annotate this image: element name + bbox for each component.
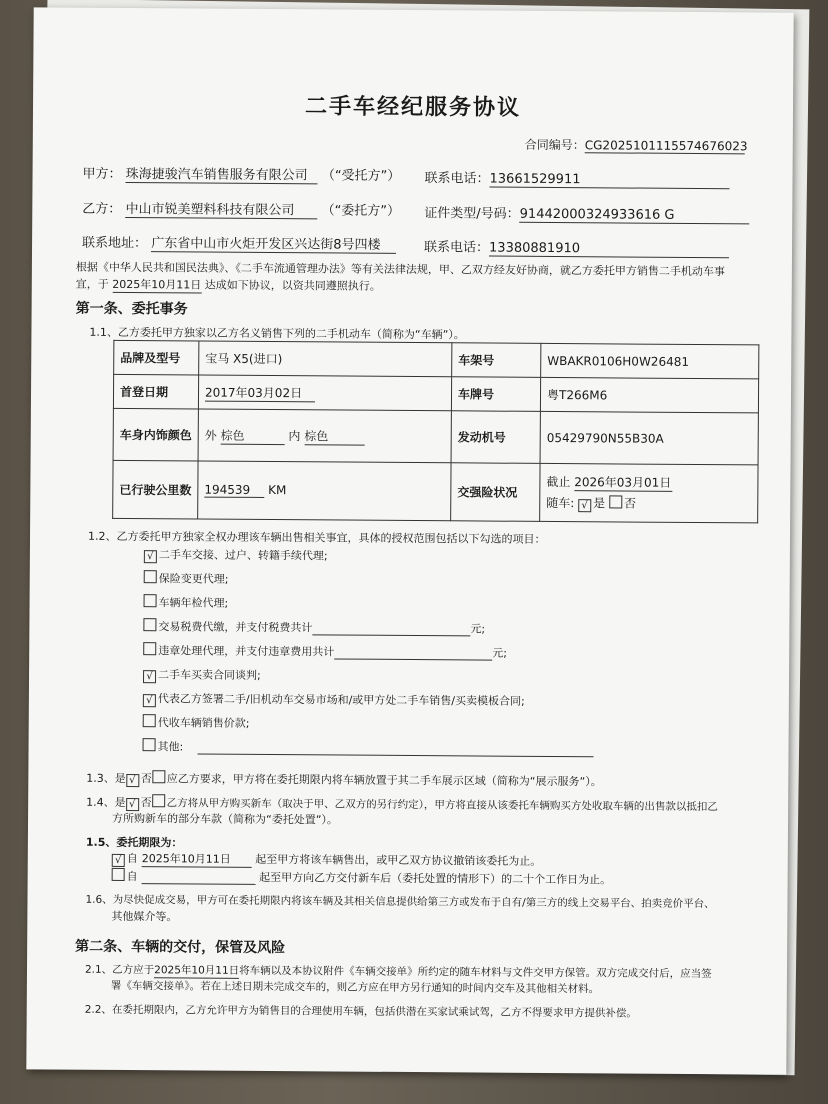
- reg-date-value: 2017年03月02日: [205, 383, 315, 402]
- party-a-phone-row: [424, 167, 729, 189]
- option-checkbox[interactable]: √: [144, 550, 157, 563]
- clause-1-4-line-2: 方所购新车的部分车款（简称为“委托处置”）。: [112, 811, 339, 827]
- term-option-1-from: 自: [126, 852, 138, 866]
- option-item-4: [143, 642, 507, 661]
- party-b-id-row: [424, 202, 750, 224]
- clause-1-3: [86, 770, 602, 791]
- option-suffix: 元;: [492, 646, 507, 660]
- option-checkbox[interactable]: √: [143, 694, 156, 707]
- option-item-5: [143, 666, 261, 684]
- clause-1-3-no-label: 否: [140, 772, 152, 786]
- other-blank[interactable]: [197, 741, 593, 758]
- contract-number-label: 合同编号：: [524, 137, 585, 153]
- option-suffix: 元;: [470, 622, 486, 636]
- brand-value: 宝马 X5(进口): [199, 341, 452, 377]
- reg-date-cell: [198, 375, 451, 411]
- clause-2-2: 2.2、在委托期限内，乙方允许甲方为销售目的合理使用车辆，包括供潜在买家试乘试驾，乙方不得要求甲方提供补偿。: [84, 1003, 637, 1020]
- preamble-prefix: 宜，于: [75, 277, 109, 291]
- interior-label: 内: [288, 428, 301, 443]
- party-b-id: 91442000324933616 G: [520, 207, 750, 225]
- term-option-2-text: 起至甲方向乙方交付新车后（委托处置的情形下）的二十个工作日为止。: [259, 870, 612, 887]
- clause-1-4-text: 乙方将从甲方购买新车（取决于甲、乙双方的另行约定），甲方将直接从该委托车辆购买方处收取车辆的出售款以抵扣乙: [166, 797, 718, 814]
- no-label: 否: [623, 496, 637, 511]
- clause-1-3-no-checkbox[interactable]: [152, 770, 165, 783]
- party-a-name: 珠海捷骏汽车销售服务有限公司: [126, 163, 318, 184]
- party-b-row: [82, 198, 400, 220]
- clause-1-1: 1.1、乙方委托甲方独家以乙方名义销售下列的二手机动车（简称为“车辆”）。: [89, 325, 465, 342]
- preamble-date: 2025年10月11日: [112, 277, 202, 292]
- violation-amount-blank[interactable]: [334, 645, 492, 660]
- term-option-1-text: 起至甲方将该车辆售出，或甲乙双方协议撤销该委托为止。: [255, 852, 542, 868]
- option-label: 代表乙方签署二手/旧机动车交易市场和/或甲方处二手车销售/买卖模板合同;: [157, 692, 525, 708]
- option-label: 其他:: [157, 740, 184, 754]
- mileage-label: 已行驶公里数: [113, 460, 198, 519]
- table-row: [113, 408, 758, 465]
- term-option-2: [112, 868, 612, 887]
- party-a-label: 甲方：: [82, 166, 122, 182]
- term-option-1-checkbox[interactable]: √: [112, 854, 125, 867]
- term-option-2-checkbox[interactable]: [112, 868, 125, 881]
- option-label: 车辆年检代理;: [158, 596, 229, 610]
- party-b-name: 中山市锐美塑料科技有限公司: [125, 198, 317, 219]
- party-b-phone-label: 联系电话：: [423, 240, 490, 256]
- party-a-phone-label: 联系电话：: [424, 171, 490, 187]
- insurance-label: 交强险状况: [451, 463, 540, 522]
- reg-date-label: 首登日期: [113, 374, 198, 409]
- color-cell: [198, 409, 451, 463]
- clause-1-4-yes-checkbox[interactable]: √: [126, 798, 139, 811]
- preamble-line-2: [76, 276, 381, 295]
- option-label: 违章处理代理，并支付违章费用共计: [158, 644, 335, 659]
- party-b-address-row: [82, 232, 396, 254]
- clause-1-4-no-checkbox[interactable]: [152, 794, 165, 807]
- plate-value: 粤T266M6: [540, 377, 758, 413]
- party-a-phone: 13661529911: [489, 172, 729, 190]
- clause-1-5-title: 1.5、委托期限为：: [85, 835, 183, 850]
- party-b-phone-row: [424, 236, 729, 258]
- no-checkbox[interactable]: [609, 495, 622, 508]
- interior-color: 棕色: [304, 427, 364, 445]
- party-a-role: （“受托方”）: [321, 168, 401, 184]
- term-option-2-blank[interactable]: [142, 870, 256, 885]
- option-checkbox[interactable]: [143, 618, 156, 631]
- plate-label: 车牌号: [451, 377, 540, 412]
- term-start-date: 2025年10月11日: [142, 850, 252, 868]
- vehicle-table: [112, 340, 759, 524]
- tax-amount-blank[interactable]: [312, 621, 470, 636]
- party-b-role: （“委托方”）: [321, 203, 401, 219]
- clause-1-6: 1.6、为尽快促成交易，甲方可在委托期限内将该车辆及其相关信息提供给第三方或发布于自有/第三方的线上交易平台、拍卖竞价平台、: [85, 893, 715, 911]
- mileage-value: 194539: [204, 483, 264, 498]
- engine-value: 05429790N55B30A: [540, 411, 758, 465]
- clause-2-1-prefix: 2.1、乙方应于: [84, 963, 155, 977]
- term-option-1: [112, 850, 542, 870]
- with-car-row: [546, 494, 751, 513]
- table-row: [114, 340, 759, 379]
- mileage-unit: KM: [268, 483, 287, 498]
- insurance-until-label: 截止: [546, 474, 571, 490]
- option-checkbox[interactable]: [143, 738, 156, 751]
- clause-2-1-text: 将车辆以及本协议附件《车辆交接单》所约定的随车材料与文件交甲方保管。双方完成交付后，应当签: [239, 964, 712, 981]
- exterior-label: 外: [204, 428, 217, 443]
- party-b-phone: 13380881910: [489, 241, 729, 259]
- option-item-1: [144, 570, 229, 587]
- brand-label: 品牌及型号: [114, 340, 199, 375]
- with-car-label: 随车:: [546, 495, 575, 511]
- color-label: 车身内饰颜色: [113, 408, 198, 461]
- option-checkbox[interactable]: [144, 570, 157, 583]
- clause-2-1-line-2: 署《车辆交接单》。若在上述日期未完成交车的，则乙方应在甲方另行通知的时间内交车及其他相关材料。: [110, 979, 600, 996]
- option-item-6: [143, 690, 525, 710]
- option-item-3: [143, 618, 485, 636]
- table-row: [113, 374, 758, 413]
- insurance-cell: [540, 463, 758, 523]
- contract-number-value: CG20251011155746760​23: [584, 138, 748, 154]
- option-label: 交易税费代缴，并支付税费共计: [158, 620, 313, 635]
- contract-number: [524, 136, 748, 155]
- clause-1-4-yes-label: 1.4、是: [86, 795, 126, 810]
- mileage-cell: [198, 461, 451, 521]
- option-label: 二手车买卖合同谈判;: [158, 668, 261, 682]
- vin-value: WBAKR0106H0W26481: [541, 343, 759, 379]
- option-item-0: [144, 546, 328, 564]
- clause-1-6-line-2: 其他媒介等。: [111, 909, 178, 924]
- party-b-address-label: 联系地址：: [82, 235, 148, 252]
- engine-label: 发动机号: [451, 411, 540, 464]
- vin-label: 车架号: [452, 343, 541, 378]
- option-item-2: [144, 594, 229, 611]
- yes-checkbox[interactable]: √: [578, 499, 591, 512]
- yes-label: 是: [593, 496, 606, 511]
- term-option-2-from: 自: [126, 870, 138, 884]
- option-item-7: [143, 714, 250, 731]
- clause-1-4-no-label: 否: [140, 796, 152, 810]
- option-checkbox[interactable]: [144, 594, 157, 607]
- option-label: 代收车辆销售价款;: [157, 716, 250, 730]
- clause-1-3-text: 应乙方要求，甲方将在委托期限内将车辆放置于其二手车展示区域（简称为“展示服务”）。: [166, 772, 602, 789]
- clause-1-3-yes-checkbox[interactable]: √: [126, 774, 139, 787]
- party-b-address: 广东省中山市火炬开发区兴达街8号四楼: [151, 232, 396, 254]
- clause-1-2: 1.2、乙方委托甲方独家全权办理该车辆出售相关事宜，具体的授权范围包括以下勾选的项目：: [87, 529, 546, 546]
- section-1-title: 第一条、委托事务: [75, 300, 188, 318]
- party-a-row: [82, 163, 400, 185]
- section-2-title: 第二条、车辆的交付，保管及风险: [75, 938, 286, 957]
- option-checkbox[interactable]: [143, 714, 156, 727]
- option-checkbox[interactable]: √: [143, 670, 156, 683]
- table-row: [113, 460, 758, 523]
- exterior-color: 棕色: [221, 426, 285, 444]
- preamble-line-1: 根据《中华人民共和国民法典》、《二手车流通管理办法》等有关法律法规，甲、乙双方经友好协商，就乙方委托甲方销售二手机动车事: [75, 260, 725, 279]
- party-b-id-label: 证件类型/号码：: [424, 206, 520, 222]
- option-item-8: [143, 738, 594, 757]
- preamble-suffix: 达成如下协议，以资共同遵照执行。: [204, 278, 381, 293]
- document-title: 二手车经纪服务协议: [304, 94, 522, 121]
- clause-1-3-yes-label: 1.3、是: [86, 771, 126, 786]
- clause-2-1-date: 2025年10月11日: [154, 964, 240, 977]
- insurance-until-date: 2026年03月01日: [574, 473, 672, 492]
- insurance-until: [546, 473, 751, 492]
- option-label: 二手车交接、过户、转籍手续代理;: [158, 548, 328, 563]
- contract-page: [26, 7, 793, 1074]
- party-b-label: 乙方：: [82, 201, 122, 217]
- option-checkbox[interactable]: [143, 642, 156, 655]
- option-label: 保险变更代理;: [158, 572, 229, 586]
